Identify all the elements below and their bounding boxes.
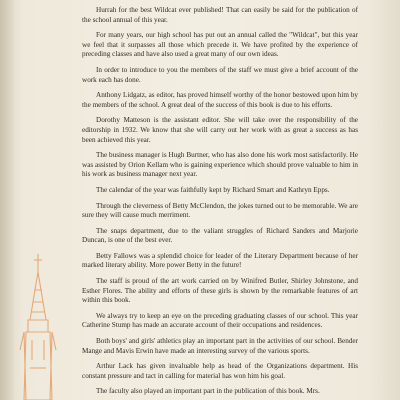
- paragraph-organizations: Arthur Lack has given invaluable help as head of the Organizations department. His constant pressure and tact in calling for material has won him his goal.: [82, 362, 358, 380]
- paragraph-staff-intro: In order to introduce to you the members of the staff we must give a brief account of the work each has done.: [82, 65, 358, 84]
- church-spire-drawing: [14, 250, 62, 400]
- paragraph-alumni: We always try to keep an eye on the preceding graduating classes of our school. This year Catherine Stump has made an accurate account of their occupations and residences.: [82, 311, 358, 330]
- paragraph-intro: Hurrah for the best Wildcat ever published! That can easily be said for the publication of the school annual of this year.: [82, 6, 358, 24]
- paragraph-faculty: The faculty also played an important part in the publication of this book. Mrs.: [96, 387, 320, 396]
- paragraph-art: The staff is proud of the art work carried on by Winifred Butler, Shirley Johnstone, and Esther Flores. The ability and efforts of these girls is shown by the remarkable features of art within this book.: [82, 277, 358, 305]
- paragraph-jokes: Through the cleverness of Betty McClendon, the jokes turned out to be memorable. We are sure they will cause much merriment.: [82, 201, 358, 220]
- paragraph-literary: Betty Fallows was a splendid choice for leader of the Literary Department because of her marked literary ability. More power Betty in the future!: [82, 251, 358, 270]
- paragraph-assistant-editor: Dorothy Matteson is the assistant editor. She will take over the responsibility of the editorship in 1932. We know that she will carry out her work with as great a success as has been achieved this year.: [82, 116, 358, 144]
- page-gutter: [0, 0, 14, 400]
- paragraph-calendar: The calendar of the year was faithfully kept by Richard Smart and Kathryn Epps.: [96, 185, 330, 194]
- paragraph-athletics: Both boys' and girls' athletics play an important part in the activities of our school. Bender Mange and Mavis Erwin have made an interesting survey of the various sports.: [82, 337, 358, 355]
- page-text: [82, 6, 358, 400]
- paragraph-annual: For many years, our high school has put out an annual called the "Wildcat", but this year we feel that it surpasses all those which precede it. We have profited by the experience of preceding classes and have also used a great many of our own ideas.: [82, 31, 358, 59]
- paragraph-snaps: The snaps department, due to the valiant struggles of Richard Sanders and Marjorie Duncan, is one of the best ever.: [82, 226, 358, 245]
- paragraph-editor: Anthony Lidgatz, as editor, has proved himself worthy of the honor bestowed upon him by the members of the school. A great deal of the success of this book is due to his efforts.: [82, 91, 358, 109]
- paragraph-business-manager: The business manager is Hugh Burtner, who has also done his work most satisfactorily. He was assisted by Orion Kellam who is gaining experience which should prove valuable to him in his work as business manager next year.: [82, 151, 358, 179]
